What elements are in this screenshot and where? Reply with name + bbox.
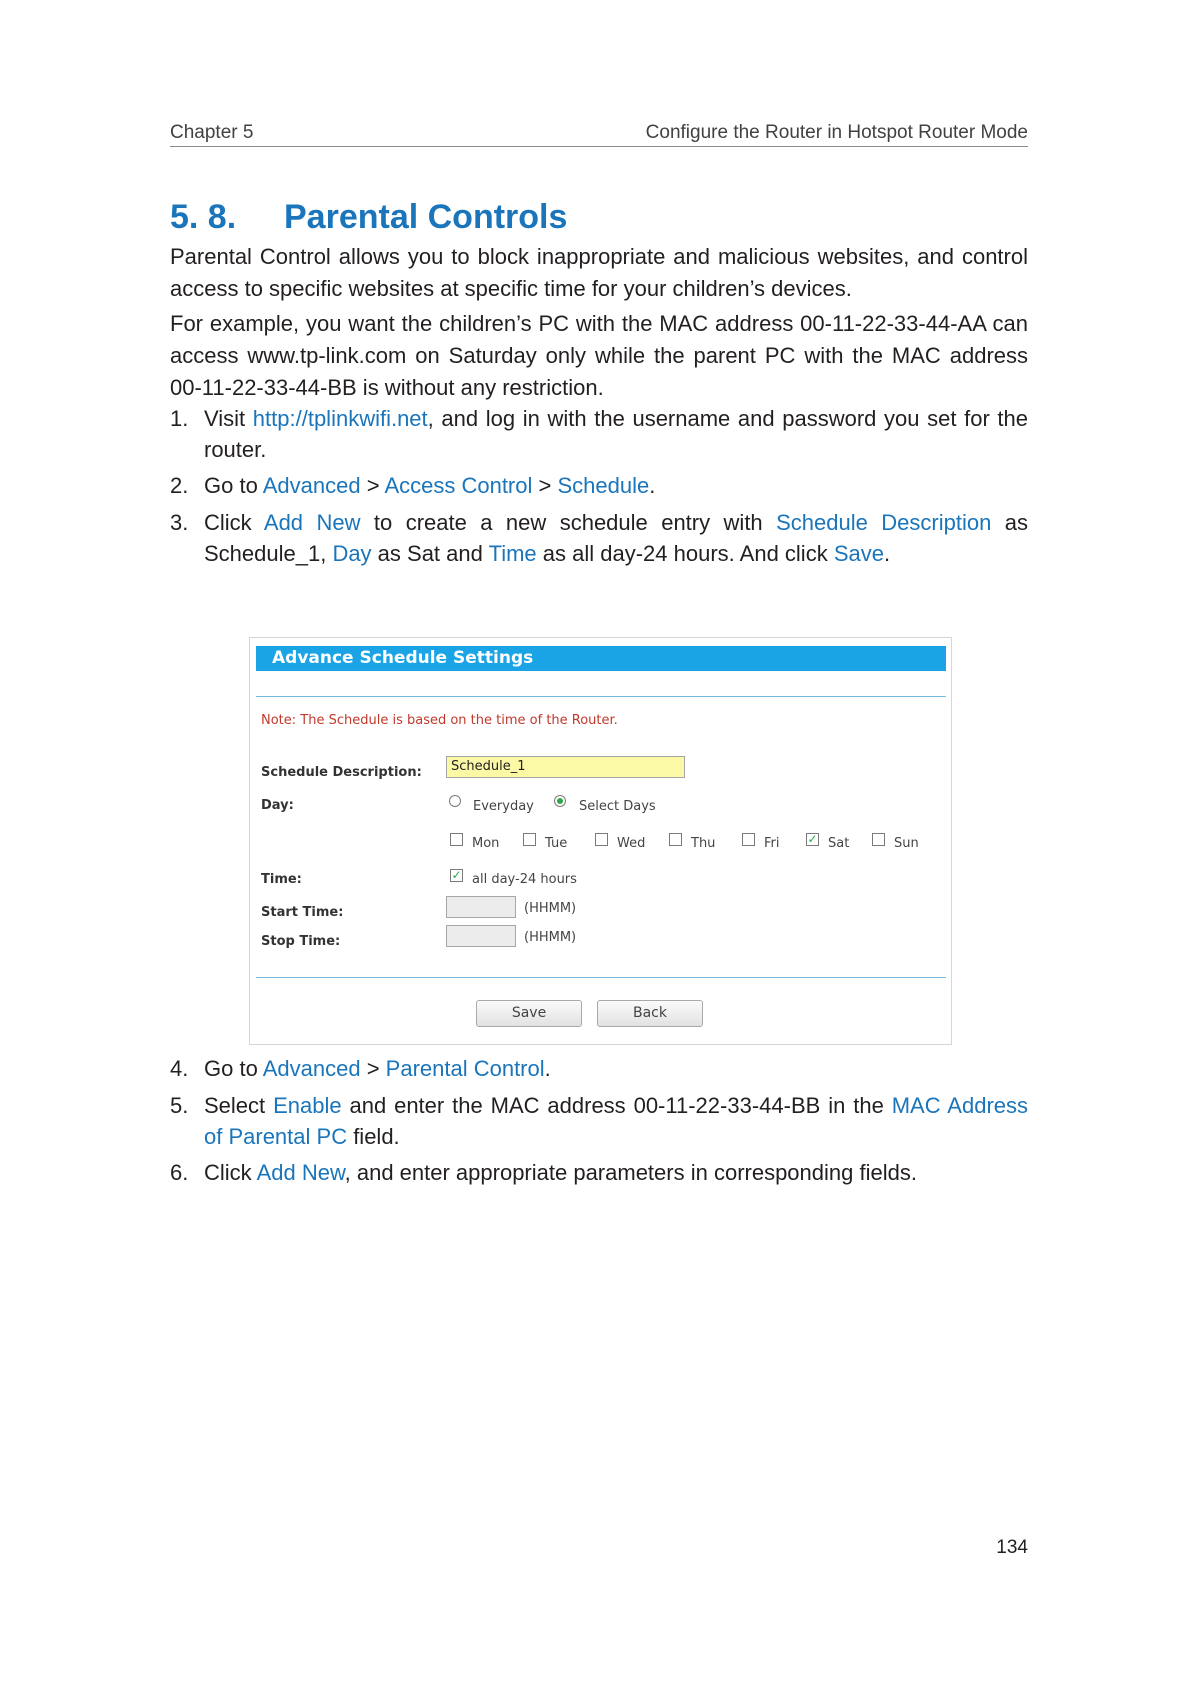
advanced-link: Advanced xyxy=(262,473,361,498)
step-text: Click xyxy=(204,1160,257,1185)
parental-control-link: Parental Control xyxy=(385,1056,545,1081)
step-text: . xyxy=(649,473,656,498)
access-control-link: Access Control xyxy=(384,473,533,498)
divider xyxy=(256,696,946,697)
intro-paragraph-1: Parental Control allows you to block inappropriate and malicious websites, and control access to specific websites at specific time for your children’s devices. xyxy=(170,244,1028,301)
everyday-radio[interactable] xyxy=(449,795,461,807)
step-number: 3. xyxy=(170,510,189,535)
section-number: 5. 8. xyxy=(170,198,237,236)
step-separator: > xyxy=(532,473,558,498)
chapter-label: Chapter 5 xyxy=(170,122,254,143)
enable-link: Enable xyxy=(273,1093,342,1118)
start-time-label: Start Time: xyxy=(261,905,344,920)
divider xyxy=(256,977,946,978)
save-link: Save xyxy=(833,541,884,566)
sat-checkbox[interactable]: ✓ xyxy=(807,832,818,846)
select-days-label: Select Days xyxy=(579,799,656,814)
section-title-text: Parental Controls xyxy=(284,198,568,236)
tue-checkbox[interactable] xyxy=(523,833,536,846)
step-2 xyxy=(170,470,1028,501)
mon-checkbox[interactable] xyxy=(450,833,463,846)
save-button[interactable]: Save xyxy=(476,1000,582,1027)
step-text: and enter the MAC address 00-11-22-33-44-BB in the xyxy=(341,1093,892,1118)
sun-checkbox[interactable] xyxy=(872,833,885,846)
schedule-description-input[interactable]: Schedule_1 xyxy=(446,756,685,778)
advanced-link: Advanced xyxy=(262,1056,361,1081)
schedule-note: Note: The Schedule is based on the time of the Router. xyxy=(261,713,618,728)
step-text: . xyxy=(883,541,891,566)
step-text: , and log in with the username and password you set for the router. xyxy=(204,406,1028,462)
step-text: as Schedule_1, xyxy=(204,510,1028,566)
step-number: 5. xyxy=(170,1093,189,1118)
intro-paragraph-2: For example, you want the children’s PC with the MAC address 00-11-22-33-44-AA can access www.tp-link.com on Saturday only while the parent PC with the MAC address 00-11-22-33-44-BB is without any restriction. xyxy=(170,311,1028,400)
section-title xyxy=(170,198,567,237)
allday-label: all day-24 hours xyxy=(472,872,577,887)
schedule-description-link: Schedule Description xyxy=(776,510,992,535)
everyday-label: Everyday xyxy=(473,799,534,814)
step-text: Click xyxy=(204,510,264,535)
section-label: Configure the Router in Hotspot Router Mode xyxy=(645,122,1028,143)
tplinkwifi-link[interactable]: http://tplinkwifi.net xyxy=(252,406,428,431)
step-text: Select xyxy=(204,1093,274,1118)
step-4 xyxy=(170,1053,1028,1084)
step-separator: > xyxy=(360,1056,386,1081)
day-label: Day: xyxy=(261,798,294,813)
allday-checkbox[interactable]: ✓ xyxy=(451,868,462,882)
step-6 xyxy=(170,1157,1028,1188)
schedule-link: Schedule xyxy=(557,473,650,498)
step-5 xyxy=(170,1090,1028,1152)
day-label-thu: Thu xyxy=(691,836,716,851)
schedule-description-label: Schedule Description: xyxy=(261,765,422,780)
step-text: Go to xyxy=(204,1056,263,1081)
back-button[interactable]: Back xyxy=(597,1000,703,1027)
add-new-link: Add New xyxy=(256,1160,345,1185)
stop-time-label: Stop Time: xyxy=(261,934,341,949)
step-3 xyxy=(170,507,1028,569)
start-time-input[interactable] xyxy=(446,896,516,918)
step-text: as Sat and xyxy=(371,541,489,566)
fri-checkbox[interactable] xyxy=(742,833,755,846)
day-label-mon: Mon xyxy=(472,836,500,851)
time-link: Time xyxy=(488,541,537,566)
add-new-link: Add New xyxy=(263,510,361,535)
step-number: 4. xyxy=(170,1056,189,1081)
stop-time-input[interactable] xyxy=(446,925,516,947)
step-text: . xyxy=(544,1056,551,1081)
step-1 xyxy=(170,403,1028,465)
day-label-fri: Fri xyxy=(764,836,780,851)
wed-checkbox[interactable] xyxy=(595,833,608,846)
step-separator: > xyxy=(360,473,385,498)
select-days-radio[interactable] xyxy=(554,795,566,807)
step-text: field. xyxy=(347,1124,400,1149)
step-text: Go to xyxy=(204,473,263,498)
time-label: Time: xyxy=(261,872,302,887)
step-text: to create a new schedule entry with xyxy=(360,510,777,535)
page-number: 134 xyxy=(996,1537,1028,1558)
thu-checkbox[interactable] xyxy=(669,833,682,846)
step-number: 6. xyxy=(170,1160,189,1185)
day-label-sun: Sun xyxy=(894,836,919,851)
day-label-tue: Tue xyxy=(545,836,568,851)
step-text: Visit xyxy=(204,406,253,431)
panel-title: Advance Schedule Settings xyxy=(256,646,946,671)
running-header xyxy=(170,120,1028,147)
step-number: 2. xyxy=(170,473,189,498)
schedule-settings-screenshot xyxy=(249,637,952,1045)
day-link: Day xyxy=(332,541,372,566)
step-text: as all day-24 hours. And click xyxy=(536,541,834,566)
step-text: , and enter appropriate parameters in corresponding fields. xyxy=(344,1160,917,1185)
day-label-sat: Sat xyxy=(828,836,850,851)
stop-time-format: (HHMM) xyxy=(524,930,577,945)
mac-address-parental-pc-link: MAC Address of Parental PC xyxy=(204,1093,1029,1149)
start-time-format: (HHMM) xyxy=(524,901,577,916)
day-label-wed: Wed xyxy=(617,836,646,851)
step-number: 1. xyxy=(170,406,189,431)
